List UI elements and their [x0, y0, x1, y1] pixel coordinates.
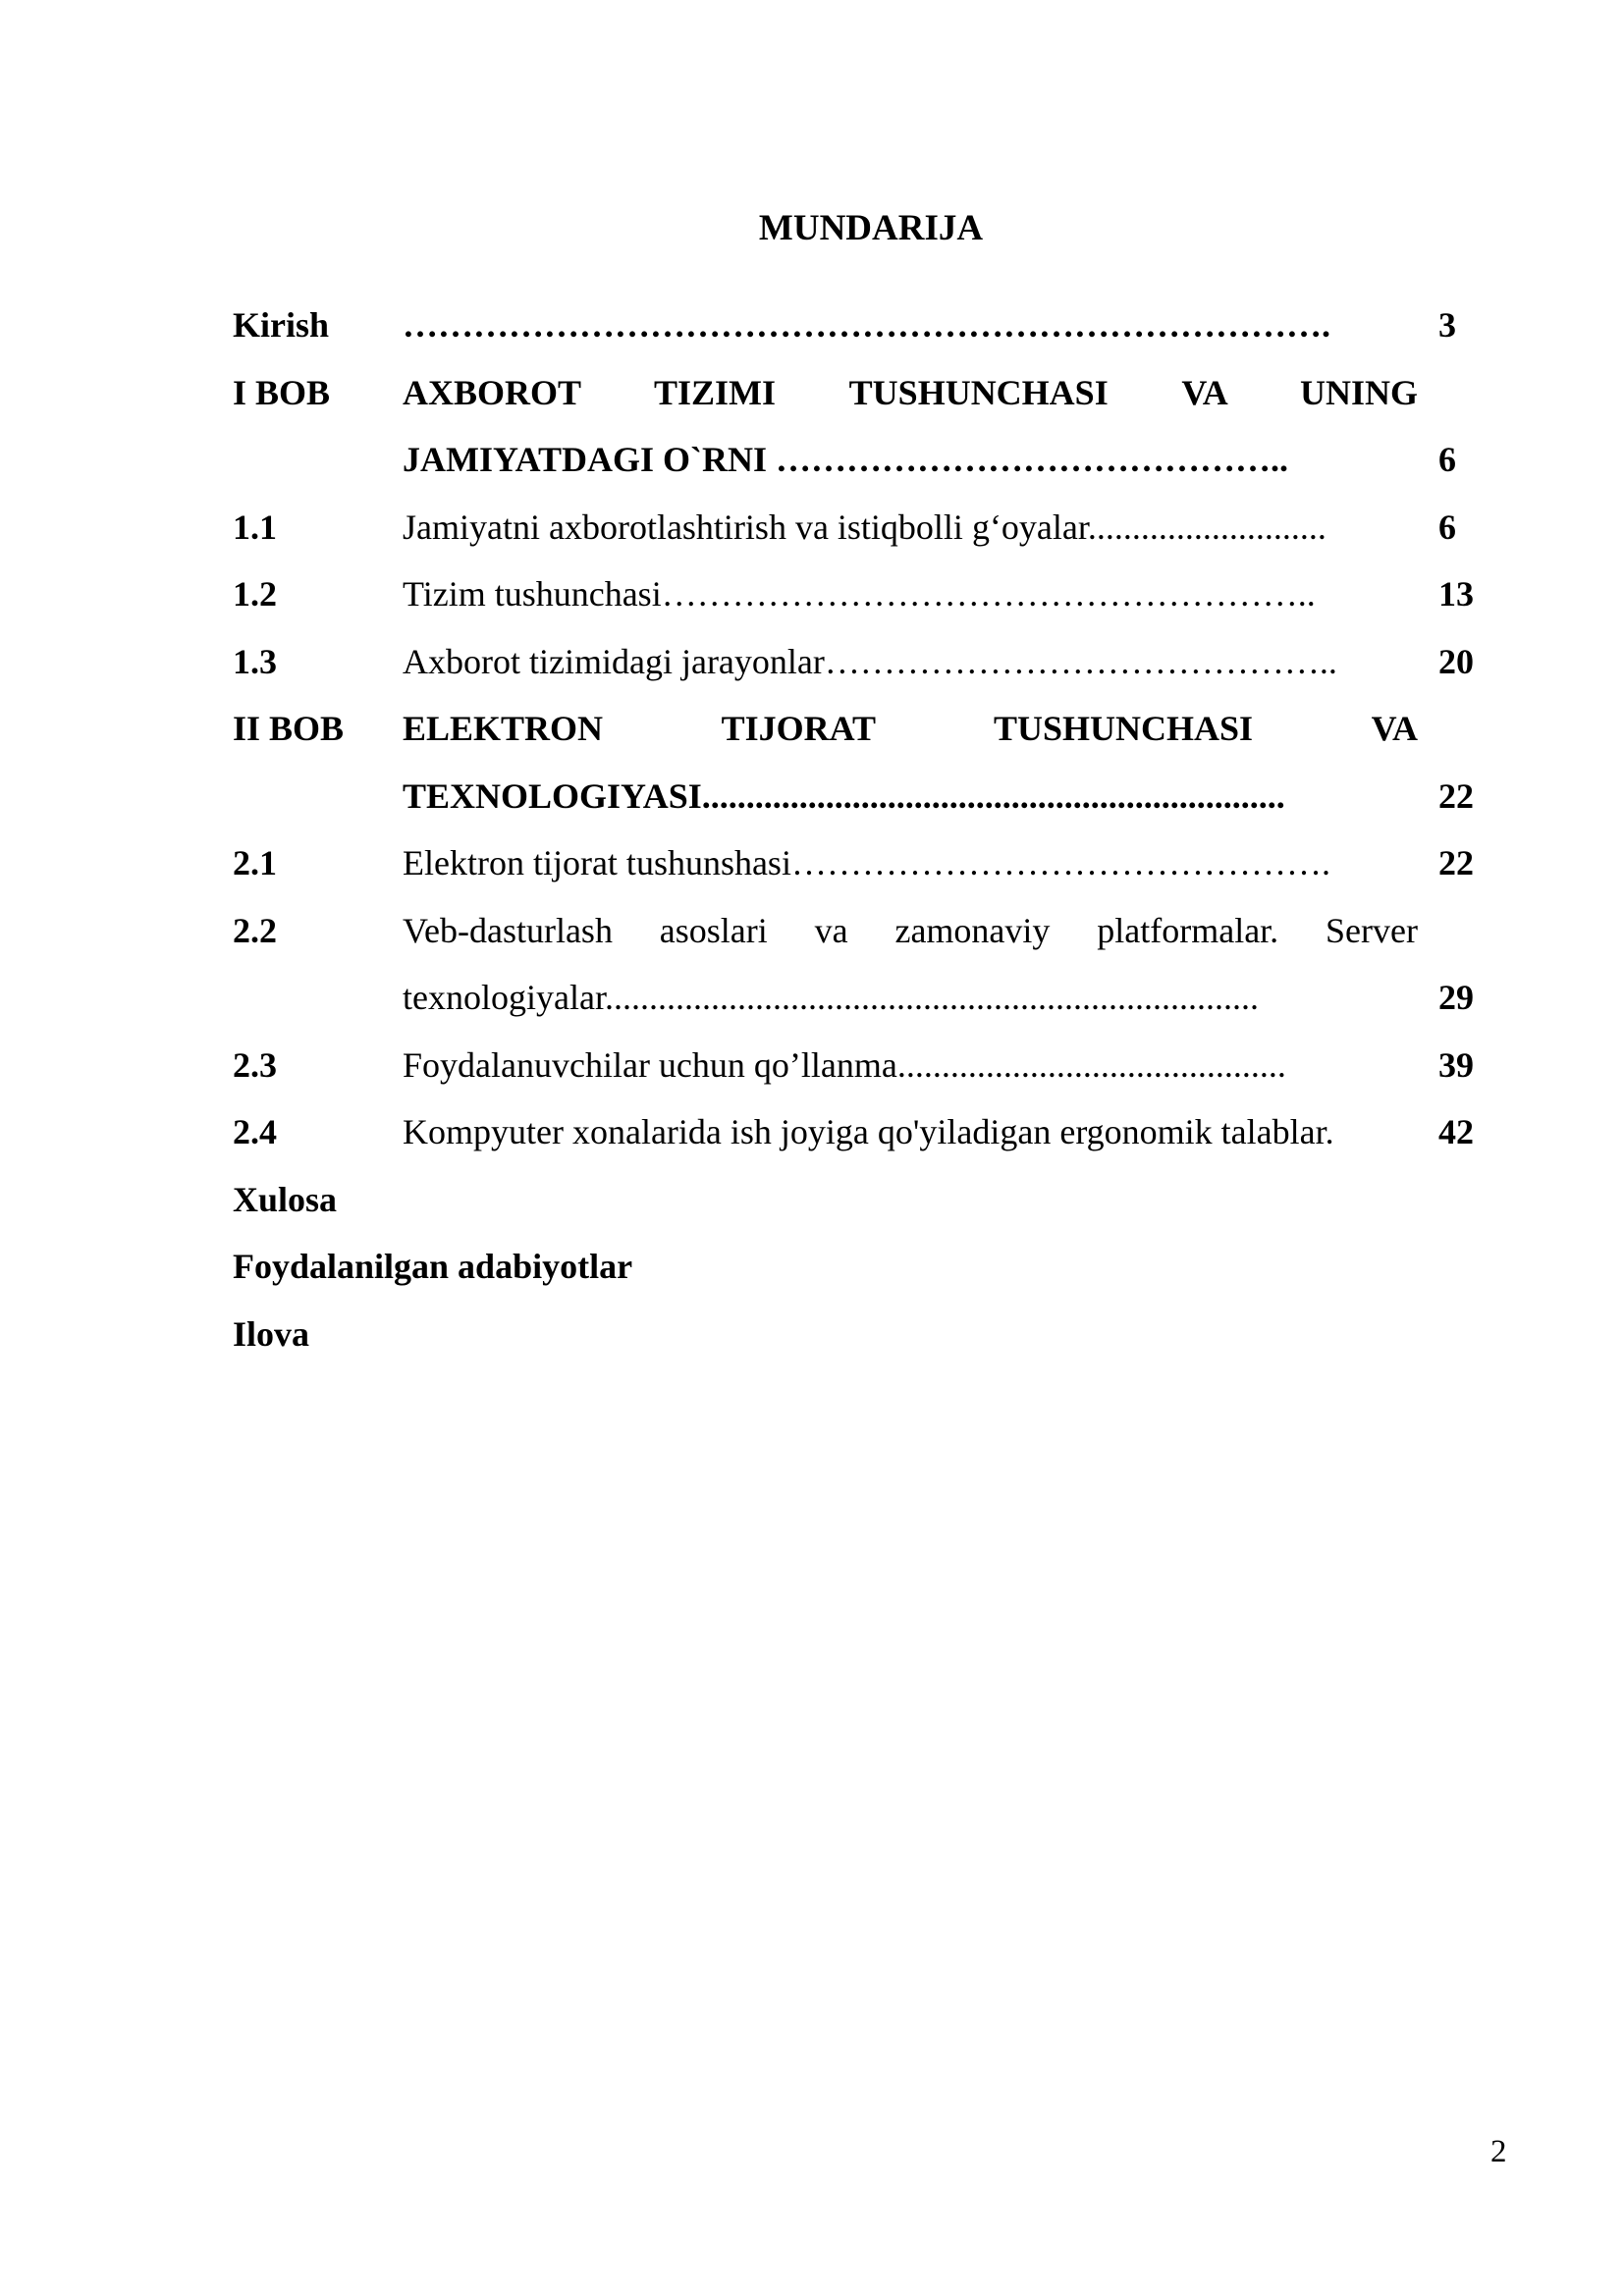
- toc-entry-number: I BOB: [233, 372, 331, 412]
- toc-entry-title: Elektron tijorat tushunshasi……………………………………….: [403, 843, 1330, 882]
- toc-entry-number: Ilova: [233, 1313, 310, 1354]
- toc-entry-number: 2.1: [233, 843, 277, 882]
- toc-entry: [233, 1233, 1499, 1301]
- toc-entry-number: 2.3: [233, 1044, 277, 1085]
- toc-entry-number: Foydalanilgan adabiyotlar: [233, 1247, 633, 1286]
- toc-entry-page: 13: [1438, 574, 1474, 614]
- toc-entry-page: 3: [1438, 305, 1456, 345]
- toc-entry-number: 2.4: [233, 1112, 277, 1151]
- table-of-contents: [233, 292, 1499, 1367]
- toc-entry: [233, 1166, 1499, 1234]
- toc-entry-page: 6: [1438, 507, 1456, 547]
- toc-entry-number: 1.3: [233, 641, 277, 681]
- toc-entry: [233, 628, 1499, 696]
- toc-entry: [233, 1301, 1499, 1368]
- toc-entry: [233, 964, 1499, 1032]
- toc-entry: [233, 561, 1499, 628]
- toc-entry-number: Kirish: [233, 305, 330, 345]
- toc-entry-page: 39: [1438, 1044, 1474, 1085]
- toc-entry-title: Tizim tushunchasi………………………………………………..: [403, 574, 1316, 614]
- toc-entry-title: texnologiyalar..........................................................................: [403, 978, 1259, 1017]
- toc-entry-page: 22: [1438, 843, 1474, 882]
- toc-entry-title: JAMIYATDAGI O`RNI ……………………………………..: [403, 440, 1289, 479]
- toc-entry: [233, 494, 1499, 561]
- toc-entry-number: Xulosa: [233, 1179, 338, 1219]
- toc-entry-title: AXBOROT TIZIMI TUSHUNCHASI VA UNING: [403, 372, 1418, 412]
- page-number: 2: [1490, 2134, 1507, 2169]
- toc-entry-page: 6: [1438, 440, 1456, 479]
- toc-entry: [233, 829, 1499, 897]
- toc-entry: [233, 763, 1499, 830]
- toc-entry-title: Veb-dasturlash asoslari va zamonaviy platformalar. Server: [403, 910, 1418, 950]
- toc-entry-title: …………………………………………………………………….: [403, 305, 1330, 345]
- toc-entry-title: Jamiyatni axborotlashtirish va istiqbolli g‘oyalar...........................: [403, 507, 1326, 547]
- toc-entry-title: Foydalanuvchilar uchun qo’llanma............................................: [403, 1044, 1286, 1085]
- toc-entry: [233, 1098, 1499, 1166]
- toc-entry-number: 2.2: [233, 910, 277, 950]
- toc-entry-page: 20: [1438, 641, 1474, 681]
- toc-entry-page: 29: [1438, 978, 1474, 1017]
- toc-entry-title: TEXNOLOGIYASI..................................................................: [403, 775, 1285, 816]
- toc-entry-number: 1.2: [233, 574, 277, 614]
- toc-entry: [233, 897, 1499, 965]
- toc-entry-page: 22: [1438, 775, 1474, 816]
- toc-entry: [233, 426, 1499, 494]
- document-title: MUNDARIJA: [758, 208, 984, 248]
- toc-entry: [233, 292, 1499, 359]
- toc-entry-number: 1.1: [233, 507, 277, 547]
- toc-entry-title: Axborot tizimidagi jarayonlar……………………………………..: [403, 641, 1337, 681]
- toc-entry: [233, 359, 1499, 427]
- toc-entry-number: II BOB: [233, 709, 345, 748]
- toc-entry: [233, 1032, 1499, 1099]
- toc-entry: [233, 695, 1499, 763]
- toc-entry-title: Kompyuter xonalarida ish joyiga qo'yiladigan ergonomik talablar.: [403, 1112, 1334, 1151]
- toc-entry-page: 42: [1438, 1112, 1474, 1151]
- toc-entry-title: ELEKTRON TIJORAT TUSHUNCHASI VA: [403, 709, 1418, 748]
